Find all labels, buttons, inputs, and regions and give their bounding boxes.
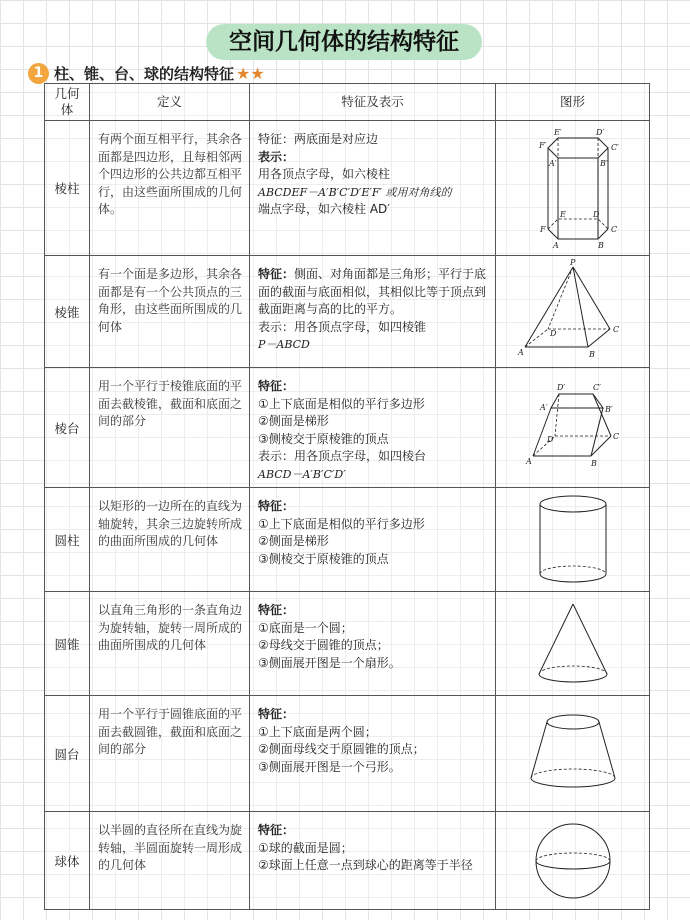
features-cell [250,696,496,812]
vertex-label: A [525,456,532,466]
cone-figure [523,594,623,694]
vertex-label: B′ [599,158,608,168]
vertex-label: A′ [548,158,557,168]
feature-line: 侧面、对角面都是三角形；平行于底面的截面与底面相似，其相似比等于顶点到截面距离与高的比的平方。 [258,267,487,316]
vertex-label: D [549,329,556,338]
table-row [45,368,650,488]
vertex-label: A [517,348,524,357]
figure-cell [496,256,650,368]
features-label: 特征： [258,267,295,281]
vertex-label: C [612,325,619,334]
table-row [45,488,650,592]
vertex-label: C′ [592,382,601,392]
solid-name: 棱柱 [45,121,90,256]
feature-line: ③侧面展开图是一个弓形。 [258,759,401,774]
figure-cell [496,696,650,812]
feature-line: ③侧棱交于原棱锥的顶点 [258,431,389,446]
vertex-label: B′ [604,404,613,414]
section-title: 柱、锥、台、球的结构特征 [54,64,235,83]
feature-line: 端点字母，如六棱柱 AD′ [258,202,390,216]
feature-line: ②母线交于圆锥的顶点； [258,638,389,652]
definition-text: 用一个平行于棱锥底面的平面去截棱锥，截面和底面之间的部分 [90,368,250,488]
feature-line: ②侧面是梯形 [258,414,329,428]
vertex-label: C [612,431,619,441]
solid-name: 棱锥 [45,256,90,368]
feature-line: ①底面是一个圆； [258,620,353,635]
definition-text: 有一个面是多边形，其余各面都是有一个公共顶点的三角形，由这些面所围成的几何体 [90,256,250,368]
vertex-label: B [590,458,597,468]
header-features: 特征及表示 [250,84,496,121]
section-heading [28,62,265,84]
vertex-label: E′ [553,127,562,137]
features-label: 特征： [258,603,295,617]
feature-line: P－ABCD [258,338,310,351]
definition-text: 以直角三角形的一条直角边为旋转轴，旋转一周所成的曲面所围成的几何体 [90,592,250,696]
figure-cell [496,812,650,910]
features-label: 特征：两底面是对应边 [258,132,379,146]
figure-cell [496,368,650,488]
definition-text: 用一个平行于圆锥底面的平面去截圆锥，截面和底面之间的部分 [90,696,250,812]
features-cell [250,812,496,910]
table-row [45,121,650,256]
frustum-pyramid-figure [513,378,633,478]
vertex-label: F [539,224,546,234]
feature-line: ①上下底面是相似的平行多边形 [258,396,425,411]
feature-line: 表示： [258,149,295,164]
feature-line: ②侧面是梯形 [258,534,329,548]
header-definition: 定义 [90,84,250,121]
feature-line: ①球的截面是圆； [258,840,353,855]
structure-table [44,83,650,910]
page-title: 空间几何体的结构特征 [206,24,482,60]
feature-line: ABCDEF－A′B′C′D′E′F′ 或用对角线的 [258,185,452,199]
table-row [45,592,650,696]
vertex-label: A′ [539,402,548,412]
definition-text: 以矩形的一边所在的直线为轴旋转，其余三边旋转所成的曲面所围成的几何体 [90,488,250,592]
frustum-cone-figure [518,704,628,804]
feature-line: ③侧面展开图是一个扇形。 [258,655,401,670]
feature-line: ABCD－A′B′C′D′ [258,467,346,481]
features-label: 特征： [258,707,295,721]
hexagonal-prism-figure [513,126,633,251]
feature-line: 表示：用各顶点字母，如四棱锥 [258,319,427,334]
feature-line: ①上下底面是相似的平行多边形 [258,516,425,531]
solid-name: 棱台 [45,368,90,488]
vertex-label: B [588,350,595,359]
features-label: 特征： [258,823,295,837]
solid-name: 圆锥 [45,592,90,696]
solid-name: 圆台 [45,696,90,812]
definition-text: 以半圆的直径所在直线为旋转轴，半圆面旋转一周形成的几何体 [90,812,250,910]
table-header-row [45,84,650,121]
feature-line: 用各顶点字母，如六棱柱 [258,167,391,181]
feature-line: ②侧面母线交于原圆锥的顶点； [258,742,425,756]
header-solid: 几何体 [45,84,90,121]
features-cell [250,121,496,256]
features-cell [250,368,496,488]
header-figure: 图形 [496,84,650,121]
feature-line: ①上下底面是两个圆； [258,724,377,739]
vertex-label: D [592,209,599,219]
feature-line: ②球面上任意一点到球心的距离等于半径 [258,858,473,872]
features-label: 特征： [258,499,295,513]
cylinder-figure [523,490,623,590]
features-cell [250,256,496,368]
definition-text: 有两个面互相平行，其余各面都是四边形，且每相邻两个四边形的公共边都互相平行，由这些面所围成的几何体。 [90,121,250,256]
table-row [45,256,650,368]
vertex-label: D′ [556,382,565,392]
vertex-label: P [569,259,575,267]
vertex-label: D [546,434,553,444]
star-icons: ★★ [236,63,265,83]
solid-name: 球体 [45,812,90,910]
pyramid-figure [513,259,633,364]
figure-cell [496,592,650,696]
vertex-label: B [597,240,604,250]
vertex-label: C [610,224,617,234]
sphere-figure [523,816,623,906]
solid-name: 圆柱 [45,488,90,592]
vertex-label: E [559,209,566,219]
figure-cell [496,121,650,256]
table-row [45,812,650,910]
figure-cell [496,488,650,592]
vertex-label: F′ [538,140,546,150]
section-number-badge: 1 [28,63,49,84]
features-cell [250,488,496,592]
vertex-label: D′ [595,127,604,137]
features-cell [250,592,496,696]
feature-line: 表示：用各顶点字母，如四棱台 [258,449,427,463]
features-label: 特征： [258,379,295,393]
vertex-label: C′ [610,142,619,152]
vertex-label: A [552,240,559,250]
feature-line: ③侧棱交于原棱锥的顶点 [258,551,389,566]
table-row [45,696,650,812]
